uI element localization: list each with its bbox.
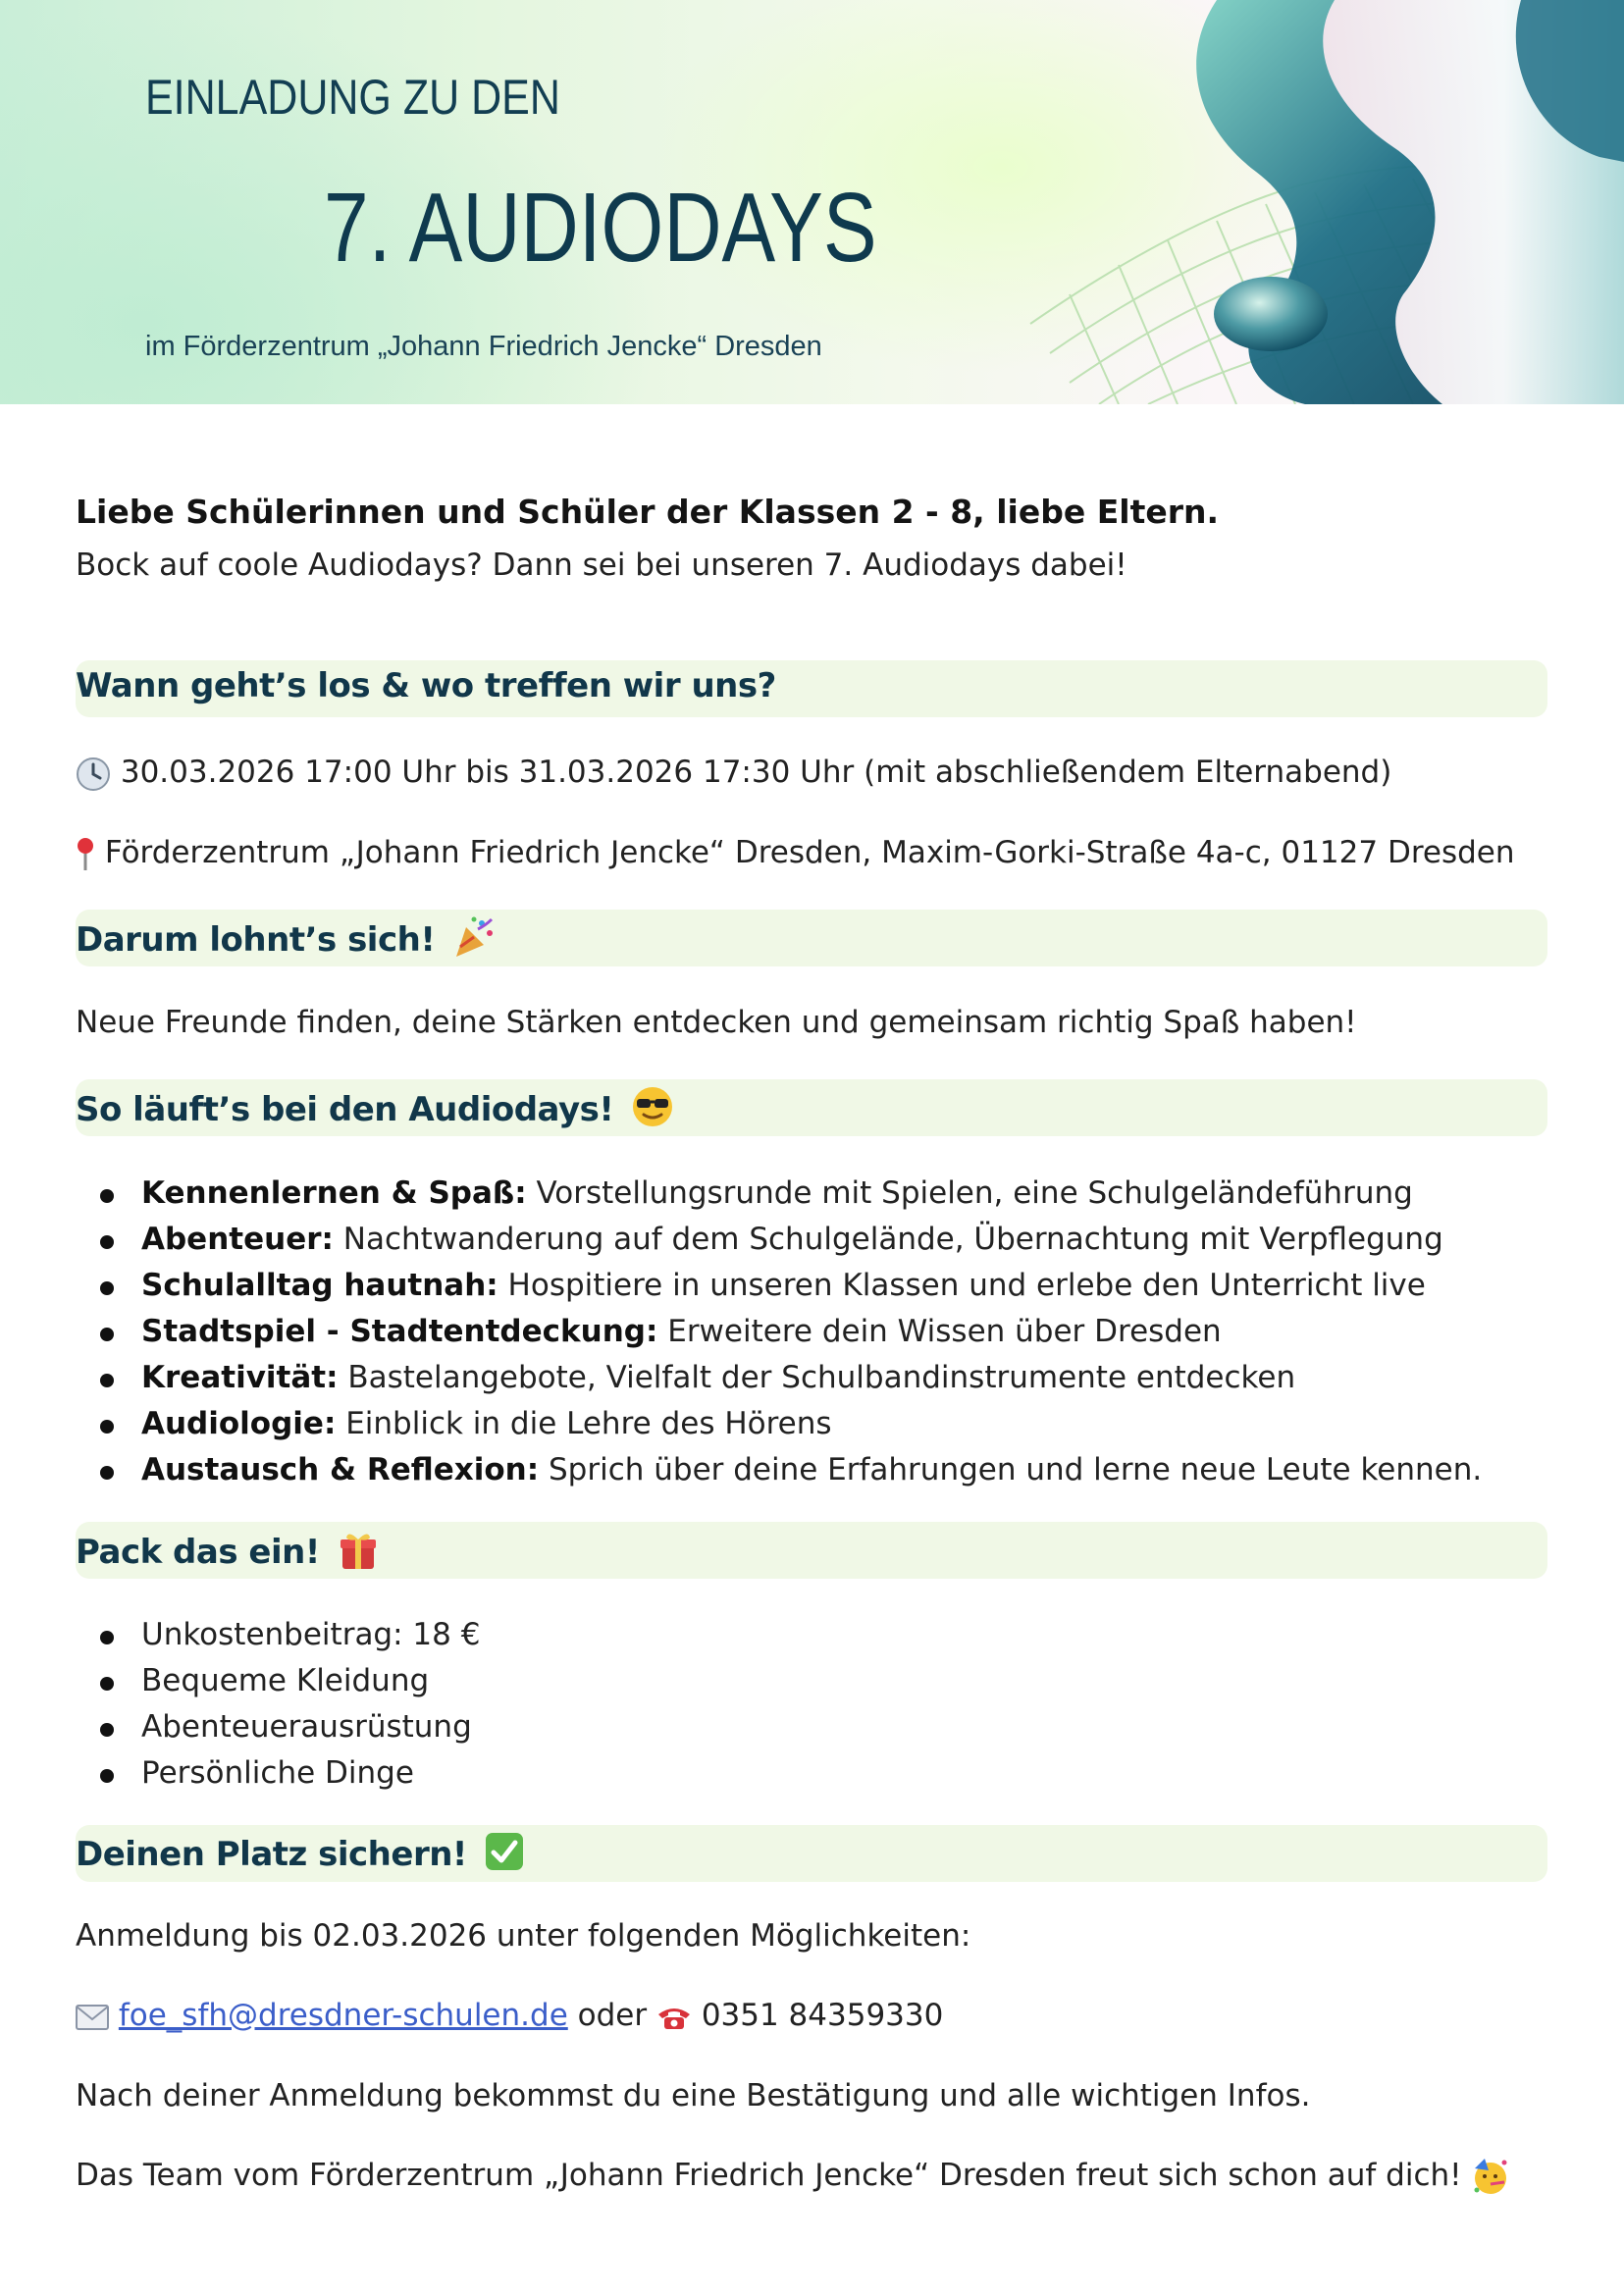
- section-heading: [76, 1085, 674, 1137]
- section-heading-text: Darum lohnt’s sich!: [76, 920, 436, 960]
- section-heading: [76, 915, 496, 967]
- header-banner: [0, 0, 1624, 404]
- datetime-line: [76, 753, 1391, 794]
- register-deadline: Anmeldung bis 02.03.2026 unter folgenden Möglichkeiten:: [76, 1918, 971, 1954]
- phone-number: 0351 84359330: [701, 1998, 944, 2033]
- clock-icon: [76, 755, 111, 794]
- section-heading: Wann geht’s los & wo treffen wir uns?: [76, 666, 776, 705]
- partying-face-icon: [1471, 2157, 1510, 2198]
- worth-it-text: Neue Freunde finden, deine Stärken entdecken und gemeinsam richtig Spaß haben!: [76, 1005, 1357, 1040]
- list-item: Schulalltag hautnah: Hospitiere in unseren Klassen und erlebe den Unterricht live: [98, 1266, 1482, 1312]
- envelope-icon: [76, 1998, 109, 2037]
- list-item: Austausch & Reflexion: Sprich über deine Erfahrungen und lerne neue Leute kennen.: [98, 1450, 1482, 1496]
- party-popper-icon: [452, 915, 496, 967]
- section-program: [76, 1079, 1547, 1136]
- list-item: Abenteuer: Nachtwanderung auf dem Schulgelände, Übernachtung mit Verpflegung: [98, 1220, 1482, 1266]
- list-item: Abenteuerausrüstung: [98, 1707, 480, 1753]
- location-line: [76, 833, 1515, 874]
- contact-line: [76, 1996, 943, 2037]
- section-heading: [76, 1831, 525, 1881]
- closing-line: [76, 2156, 1510, 2198]
- header-subtitle: im Förderzentrum „Johann Friedrich Jencke“ Dresden: [145, 331, 822, 362]
- list-item: Kreativität: Bastelangebote, Vielfalt der Schulbandinstrumente entdecken: [98, 1358, 1482, 1404]
- list-item: Kennenlernen & Spaß: Vorstellungsrunde mit Spielen, eine Schulgeländeführung: [98, 1174, 1482, 1220]
- email-link[interactable]: foe_sfh@dresdner-schulen.de: [118, 1998, 568, 2033]
- section-worth-it: [76, 910, 1547, 966]
- greeting: Liebe Schülerinnen und Schüler der Klassen 2 - 8, liebe Eltern.: [76, 493, 1220, 531]
- check-mark-icon: [484, 1831, 525, 1881]
- section-heading-text: Deinen Platz sichern!: [76, 1835, 467, 1874]
- list-item: Unkostenbeitrag: 18 €: [98, 1615, 480, 1661]
- section-register: [76, 1825, 1547, 1882]
- intro-text: Bock auf coole Audiodays? Dann sei bei unseren 7. Audiodays dabei!: [76, 548, 1127, 583]
- list-item: Bequeme Kleidung: [98, 1661, 480, 1707]
- closing-text: Das Team vom Förderzentrum „Johann Friedrich Jencke“ Dresden freut sich schon auf dich!: [76, 2158, 1462, 2193]
- program-list: [98, 1174, 1482, 1496]
- section-heading: [76, 1528, 380, 1580]
- section-when-where: [76, 660, 1547, 717]
- section-heading-text: So läuft’s bei den Audiodays!: [76, 1090, 614, 1129]
- pin-icon: [76, 835, 95, 874]
- telephone-icon: [656, 1998, 692, 2037]
- pack-list: [98, 1615, 480, 1799]
- location-text: Förderzentrum „Johann Friedrich Jencke“ Dresden, Maxim-Gorki-Straße 4a-c, 01127 Dresden: [104, 835, 1515, 870]
- list-item: Audiologie: Einblick in die Lehre des Hörens: [98, 1404, 1482, 1450]
- list-item: Stadtspiel - Stadtentdeckung: Erweitere dein Wissen über Dresden: [98, 1312, 1482, 1358]
- section-pack: [76, 1522, 1547, 1579]
- or-text: oder: [577, 1998, 648, 2033]
- abstract-wave-graphic: [1011, 0, 1624, 404]
- confirmation-text: Nach deiner Anmeldung bekommst du eine Bestätigung und alle wichtigen Infos.: [76, 2078, 1311, 2113]
- page-title: 7. AUDIODAYS: [324, 173, 877, 283]
- gift-icon: [337, 1528, 380, 1580]
- sunglasses-face-icon: [631, 1085, 674, 1137]
- section-heading-text: Pack das ein!: [76, 1533, 320, 1572]
- datetime-text: 30.03.2026 17:00 Uhr bis 31.03.2026 17:30 Uhr (mit abschließendem Elternabend): [120, 755, 1392, 790]
- list-item: Persönliche Dinge: [98, 1753, 480, 1799]
- header-eyebrow: EINLADUNG ZU DEN: [145, 70, 560, 125]
